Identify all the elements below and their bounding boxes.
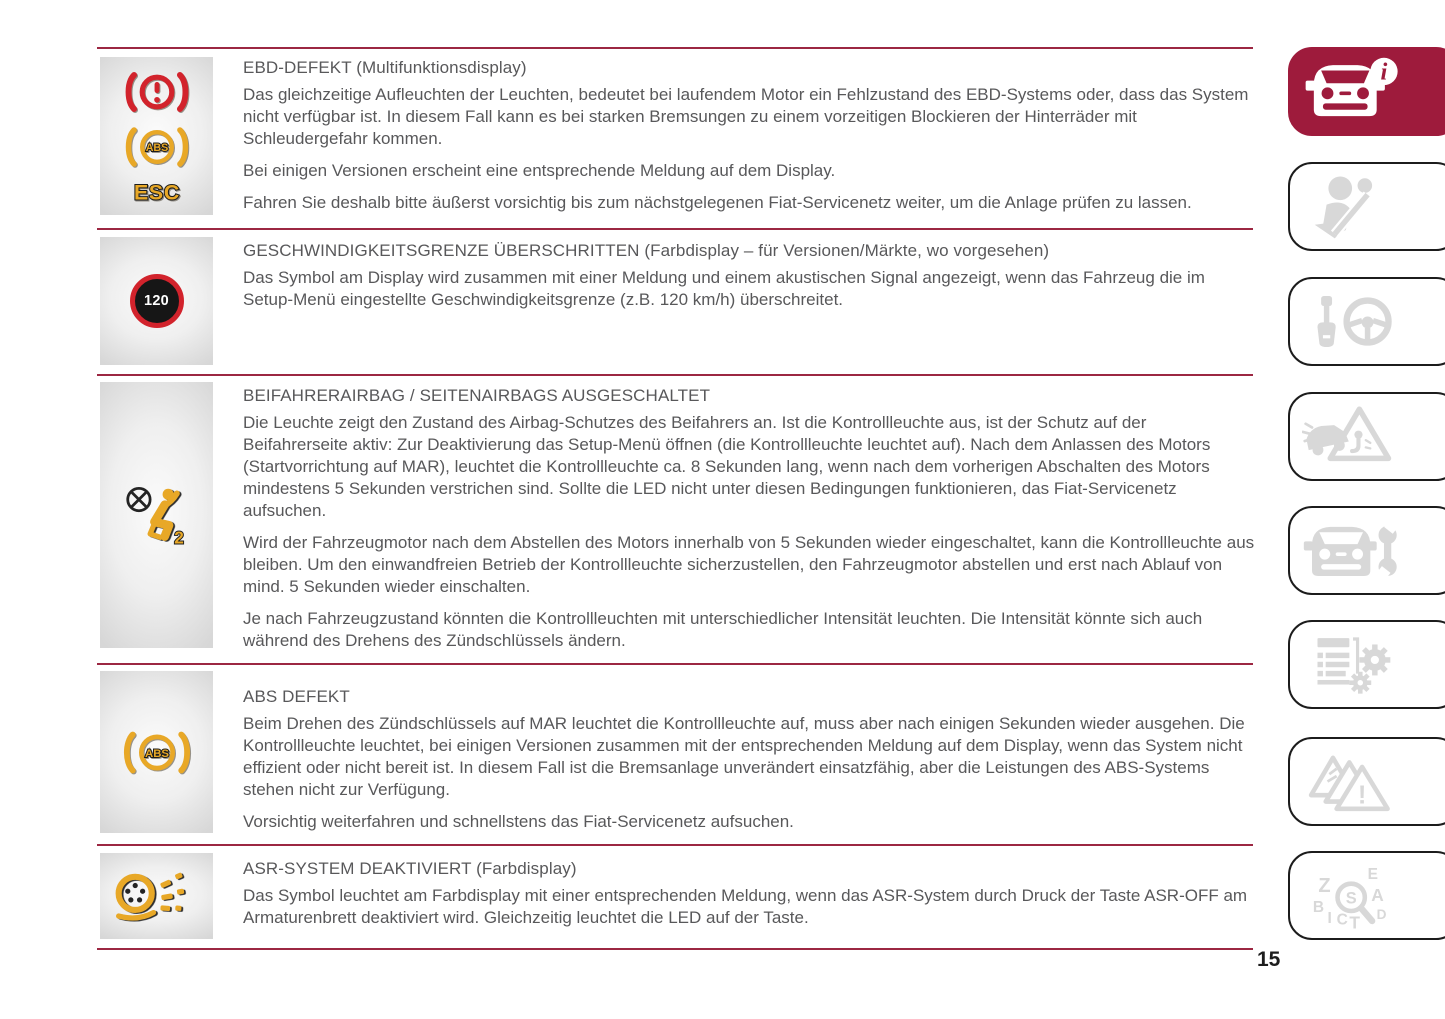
page-number: 15 <box>1257 948 1281 971</box>
gear-small-icon <box>1349 672 1371 694</box>
nav-tab-vehicle-info[interactable] <box>1288 47 1445 136</box>
section-paragraph: Wird der Fahrzeugmotor nach dem Abstellen des Motors innerhalb von 5 Sekunden wieder eingeschaltet, kann die Kontrollleuchte aus bleiben. Um den einwandfreien Betrieb der Kontrollleuchte sicherzustellen, den Fahrzeugmotor abstellen und erst nach Ablauf von mind. 5 Sekunden wieder einschalten. <box>243 533 1255 596</box>
abs-warning-icon <box>123 124 191 170</box>
section-title: GESCHWINDIGKEITSGRENZE ÜBERSCHRITTEN (Farbdisplay – für Versionen/Märkte, wo vorgesehen) <box>243 241 1050 260</box>
section-paragraph: Fahren Sie deshalb bitte äußerst vorsichtig bis zum nächstgelegenen Fiat-Servicenetz weiter, um die Anlage prüfen zu lassen. <box>243 193 1192 212</box>
nav-tab-starting-driving[interactable] <box>1288 277 1445 366</box>
svg-text:ESC: ESC <box>133 180 180 204</box>
passenger-airbag-off-icon <box>120 483 194 547</box>
warning-triangles-icon <box>1302 745 1404 818</box>
section-paragraph: Bei einigen Versionen erscheint eine entsprechende Meldung auf dem Display. <box>243 161 836 180</box>
section-divider <box>97 948 1253 950</box>
key-steering-wheel-icon <box>1302 285 1404 358</box>
section-asr <box>243 858 1255 939</box>
car-info-icon <box>1302 55 1404 128</box>
warning-lamp-box-asr <box>100 853 213 939</box>
svg-text:ABS: ABS <box>144 747 169 760</box>
section-ebd <box>243 57 1255 224</box>
nav-tab-safety[interactable] <box>1288 162 1445 251</box>
section-title: ABS DEFEKT <box>243 687 350 706</box>
nav-tab-alphabetical-index[interactable] <box>1288 851 1445 940</box>
svg-text:D: D <box>1376 907 1387 923</box>
svg-text:2: 2 <box>173 527 184 547</box>
section-divider <box>97 47 1253 49</box>
warning-lamp-box-speed <box>100 237 213 365</box>
section-paragraph: Das Symbol leuchtet am Farbdisplay mit einer entsprechenden Meldung, wenn das ASR-System durch Druck der Taste ASR-OFF am Armaturenbrett deaktiviert wird. Gleichzeitig leuchtet die LED auf der Taste. <box>243 886 1248 927</box>
spec-list-gears-icon <box>1302 628 1404 701</box>
index-search-icon <box>1302 859 1404 932</box>
gear-large-icon <box>1359 644 1390 675</box>
section-abs <box>243 686 1255 843</box>
warning-lamp-box-airbag <box>100 382 213 648</box>
svg-text:C: C <box>1336 911 1348 929</box>
esc-warning-icon <box>123 179 191 204</box>
svg-text:T: T <box>1349 912 1360 932</box>
nav-tab-technical-data[interactable] <box>1288 620 1445 709</box>
svg-text:E: E <box>1367 866 1378 884</box>
section-title: BEIFAHRERAIRBAG / SEITENAIRBAGS AUSGESCHALTET <box>243 386 711 405</box>
brake-warning-icon <box>123 69 191 115</box>
abs-warning-icon <box>121 728 193 777</box>
asr-off-icon <box>108 862 206 930</box>
nav-tab-warnings[interactable] <box>1288 737 1445 826</box>
svg-text:i: i <box>1380 58 1388 86</box>
section-paragraph: Beim Drehen des Zündschlüssels auf MAR leuchtet die Kontrollleuchte auf, muss aber nach einigen Sekunden wieder ausgehen. Die Kontrollleuchte leuchtet, bei einigen Versionen zusammen mit der entsprechenden Meldung auf dem Display, wenn das System nicht effizient oder nicht bereit ist. In diesem Fall ist die Bremsanlage unverändert einsatzfähig, aber die Leistungen des ABS-Systems stehen nicht zur Verfügung. <box>243 714 1245 799</box>
section-paragraph: Vorsichtig weiterfahren und schnellstens das Fiat-Servicenetz aufsuchen. <box>243 812 794 831</box>
svg-text:Z: Z <box>1318 874 1331 897</box>
svg-text:S: S <box>1345 889 1357 908</box>
speed-limit-value: 120 <box>143 293 170 309</box>
section-airbag <box>243 385 1255 662</box>
section-divider <box>97 844 1253 846</box>
svg-text:ABS: ABS <box>145 141 168 154</box>
section-title: ASR-SYSTEM DEAKTIVIERT (Farbdisplay) <box>243 859 577 878</box>
nav-tab-service-maintenance[interactable] <box>1288 506 1445 595</box>
svg-text:B: B <box>1312 898 1325 916</box>
seatbelt-airbag-icon <box>1302 170 1404 243</box>
section-paragraph: Das gleichzeitige Aufleuchten der Leuchten, bedeutet bei laufendem Motor ein Fehlzustand des EBD-Systems oder, dass das System nicht verfügbar ist. In diesem Fall kann es bei starken Bremsungen zu einem vorzeitigen Blockieren der Hinterräder mit Schleudergefahr kommen. <box>243 85 1249 148</box>
section-divider <box>97 228 1253 230</box>
speed-limit-icon <box>130 274 184 328</box>
nav-tab-emergency[interactable] <box>1288 392 1445 481</box>
warning-lamp-box-abs <box>100 671 213 833</box>
section-title: EBD-DEFEKT (Multifunktionsdisplay) <box>243 58 527 77</box>
svg-text:I: I <box>1327 909 1332 927</box>
car-breakdown-triangle-icon <box>1302 400 1404 473</box>
section-paragraph: Das Symbol am Display wird zusammen mit einer Meldung und einem akustischen Signal angezeigt, wenn das Fahrzeug die im Setup-Menü eingestellte Geschwindigkeitsgrenze (z.B. 120 km/h) überschreitet. <box>243 268 1205 309</box>
section-divider <box>97 663 1253 665</box>
section-divider <box>97 374 1253 376</box>
warning-lamp-box-ebd <box>100 57 213 215</box>
svg-text:A: A <box>1371 884 1384 905</box>
section-paragraph: Die Leuchte zeigt den Zustand des Airbag-Schutzes des Beifahrers an. Ist die Kontrollleuchte aus, ist der Schutz auf der Beifahrerseite aktiv: Zur Deaktivierung das Setup-Menü öffnen (die Kontrollleuchte leuchtet auf). Nach dem Anlassen des Motors (Startvorrichtung auf MAR), leuchtet die Kontrollleuchte ca. 8 Sekunden lang, wenn nach dem vorherigen Abschalten des Motors mindestens 5 Sekunden verstrichen sind. Sollte die LED nicht unter diesen Bedingungen funktionieren, das Fiat-Servicenetz aufsuchen. <box>243 413 1211 520</box>
car-wrench-service-icon <box>1302 514 1404 587</box>
svg-text:!: ! <box>1357 781 1367 810</box>
section-speed-limit <box>243 240 1255 321</box>
section-paragraph: Je nach Fahrzeugzustand könnten die Kontrollleuchten mit unterschiedlicher Intensität leuchten. Die Intensität könnte sich auch während des Drehens des Zündschlüssels ändern. <box>243 609 1203 650</box>
